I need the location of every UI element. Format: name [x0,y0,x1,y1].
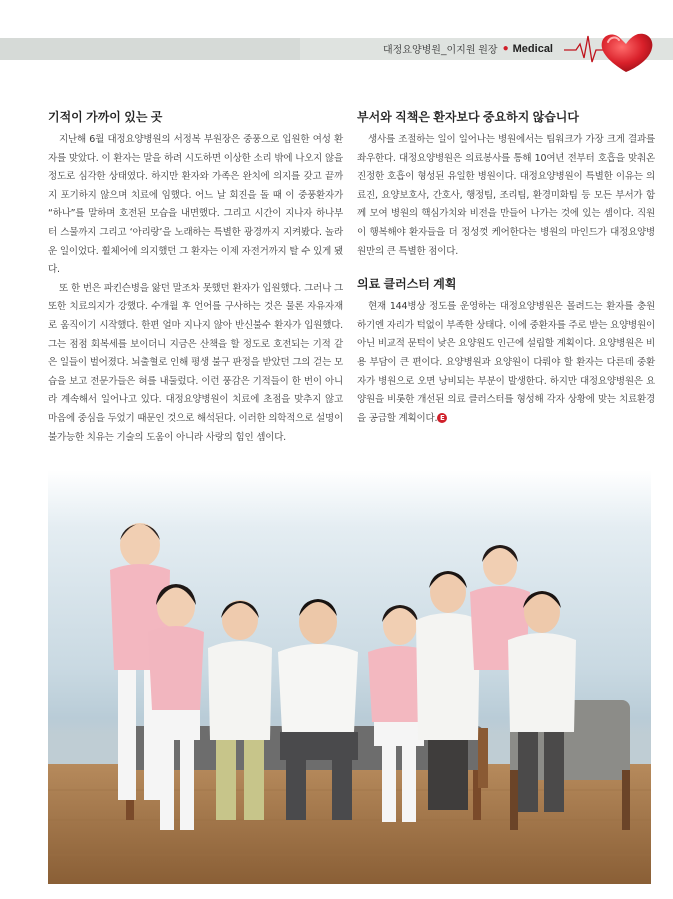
paragraph-text: 현재 144병상 정도를 운영하는 대정요양병원은 몰려드는 환자를 충원하기엔 자리가 턱없이 부족한 상태다. 이에 중환자를 주로 받는 요양병원이 아닌 비교적 문턱이 낮은 요양원도 인근에 설립할 계획이다. 요양병원은 비용 부담이 큰 편이다. 요양병원과 요양원이 다뤄야 할 환자는 다른데 중환자가 병원으로 오면 낭비되는 부분이 발생한다. 하지만 대정요양병원은 요양원을 비롯한 개선된 의료 클러스터를 형성해 각자 상황에 맞는 치료환경을 공급할 계획이다. [357,301,655,424]
heartbeat-heart-icon [562,28,657,74]
paragraph: 생사를 조절하는 일이 일어나는 병원에서는 팀워크가 가장 크게 결과를 좌우한다. 대정요양병원은 의료봉사를 통해 10여년 전부터 호흡을 맞춰온 진정한 호흡이 형성된 유일한 병원이다. 대정요양병원이 특별한 이유는 의료진, 요양보호사, 간호사, 행정팀, 조리팀, 환경미화팀 등 모든 부서가 함께 모여 병원의 핵심가치와 비전을 만들어 나가는 것에 있는 셈이다. 직원이 행복해야 환자들을 더 정성껏 케어한다는 병원의 마인드가 대정요양병원만의 큰 특별한 점이다. [357,134,655,257]
paragraph [357,298,655,428]
right-column [357,108,655,428]
staff-photo-illustration [48,470,651,884]
header-bullet-icon: ● [502,43,509,54]
left-column [48,108,343,447]
header-section-label: Medical [512,42,553,55]
header-hospital-doctor: 대정요양병원_이지원 원장 [382,45,498,56]
paragraph: 지난해 6월 대정요양병원의 서정복 부원장은 중풍으로 입원한 여성 환자를 맞았다. 이 환자는 말을 하려 시도하면 이상한 소리 밖에 나오지 않을 정도로 심각한 상태였다. 하지만 환자와 가족은 완치에 의지를 갖고 끝까지 포기하지 않으며 치료에 임했다. 어느 날 회진을 돌 때 이 중풍환자가 “하나”를 말하며 호전된 모습을 내면했다. 그리고 시간이 지나자 하나부터 스물까지 그리고 ‘아리랑’을 노래하는 특별한 광경까지 지켜봤다. 놀라운 일이었다. 휠체어에 의지했던 그 환자는 이제 자전거까지 탈 수 있게 됐다. [48,134,343,276]
heading-miracle: 기적이 가까이 있는 곳 [48,110,163,124]
running-header [383,41,553,56]
heading-teamwork: 부서와 직책은 환자보다 중요하지 않습니다 [357,110,579,124]
paragraph: 또 한 번은 파킨슨병을 앓던 말조차 못했던 환자가 입원했다. 그러나 그 또한 치료의지가 강했다. 수개월 후 언어를 구사하는 것은 물론 자유자재로 움직이기 시작했다. 한편 얼마 지나지 않아 반신불수 환자가 입원했다. 그는 점점 회복세를 보이더니 지금은 산책을 할 정도로 호전되는 기적 같은 일들이 벌어졌다. 뇌출혈로 인해 평생 불구 판정을 받았던 그의 걷는 모습을 보고 전문가들은 혀를 내둘렀다. 이런 풍감은 기적들이 한 번이 아니라 계속해서 일어나고 있다. 대정요양병원이 치료에 초점을 맞추지 않고 마음에 중심을 두었기 때문인 것으로 해석된다. 이러한 의학적으로 설명이 불가능한 치유는 기술의 도움이 아니라 사랑의 힘인 셈이다. [48,282,343,443]
end-mark-icon: E [437,413,447,423]
staff-group-photo [48,470,651,884]
header-left-band [0,38,300,60]
heading-cluster-plan: 의료 클러스터 계획 [357,277,457,292]
